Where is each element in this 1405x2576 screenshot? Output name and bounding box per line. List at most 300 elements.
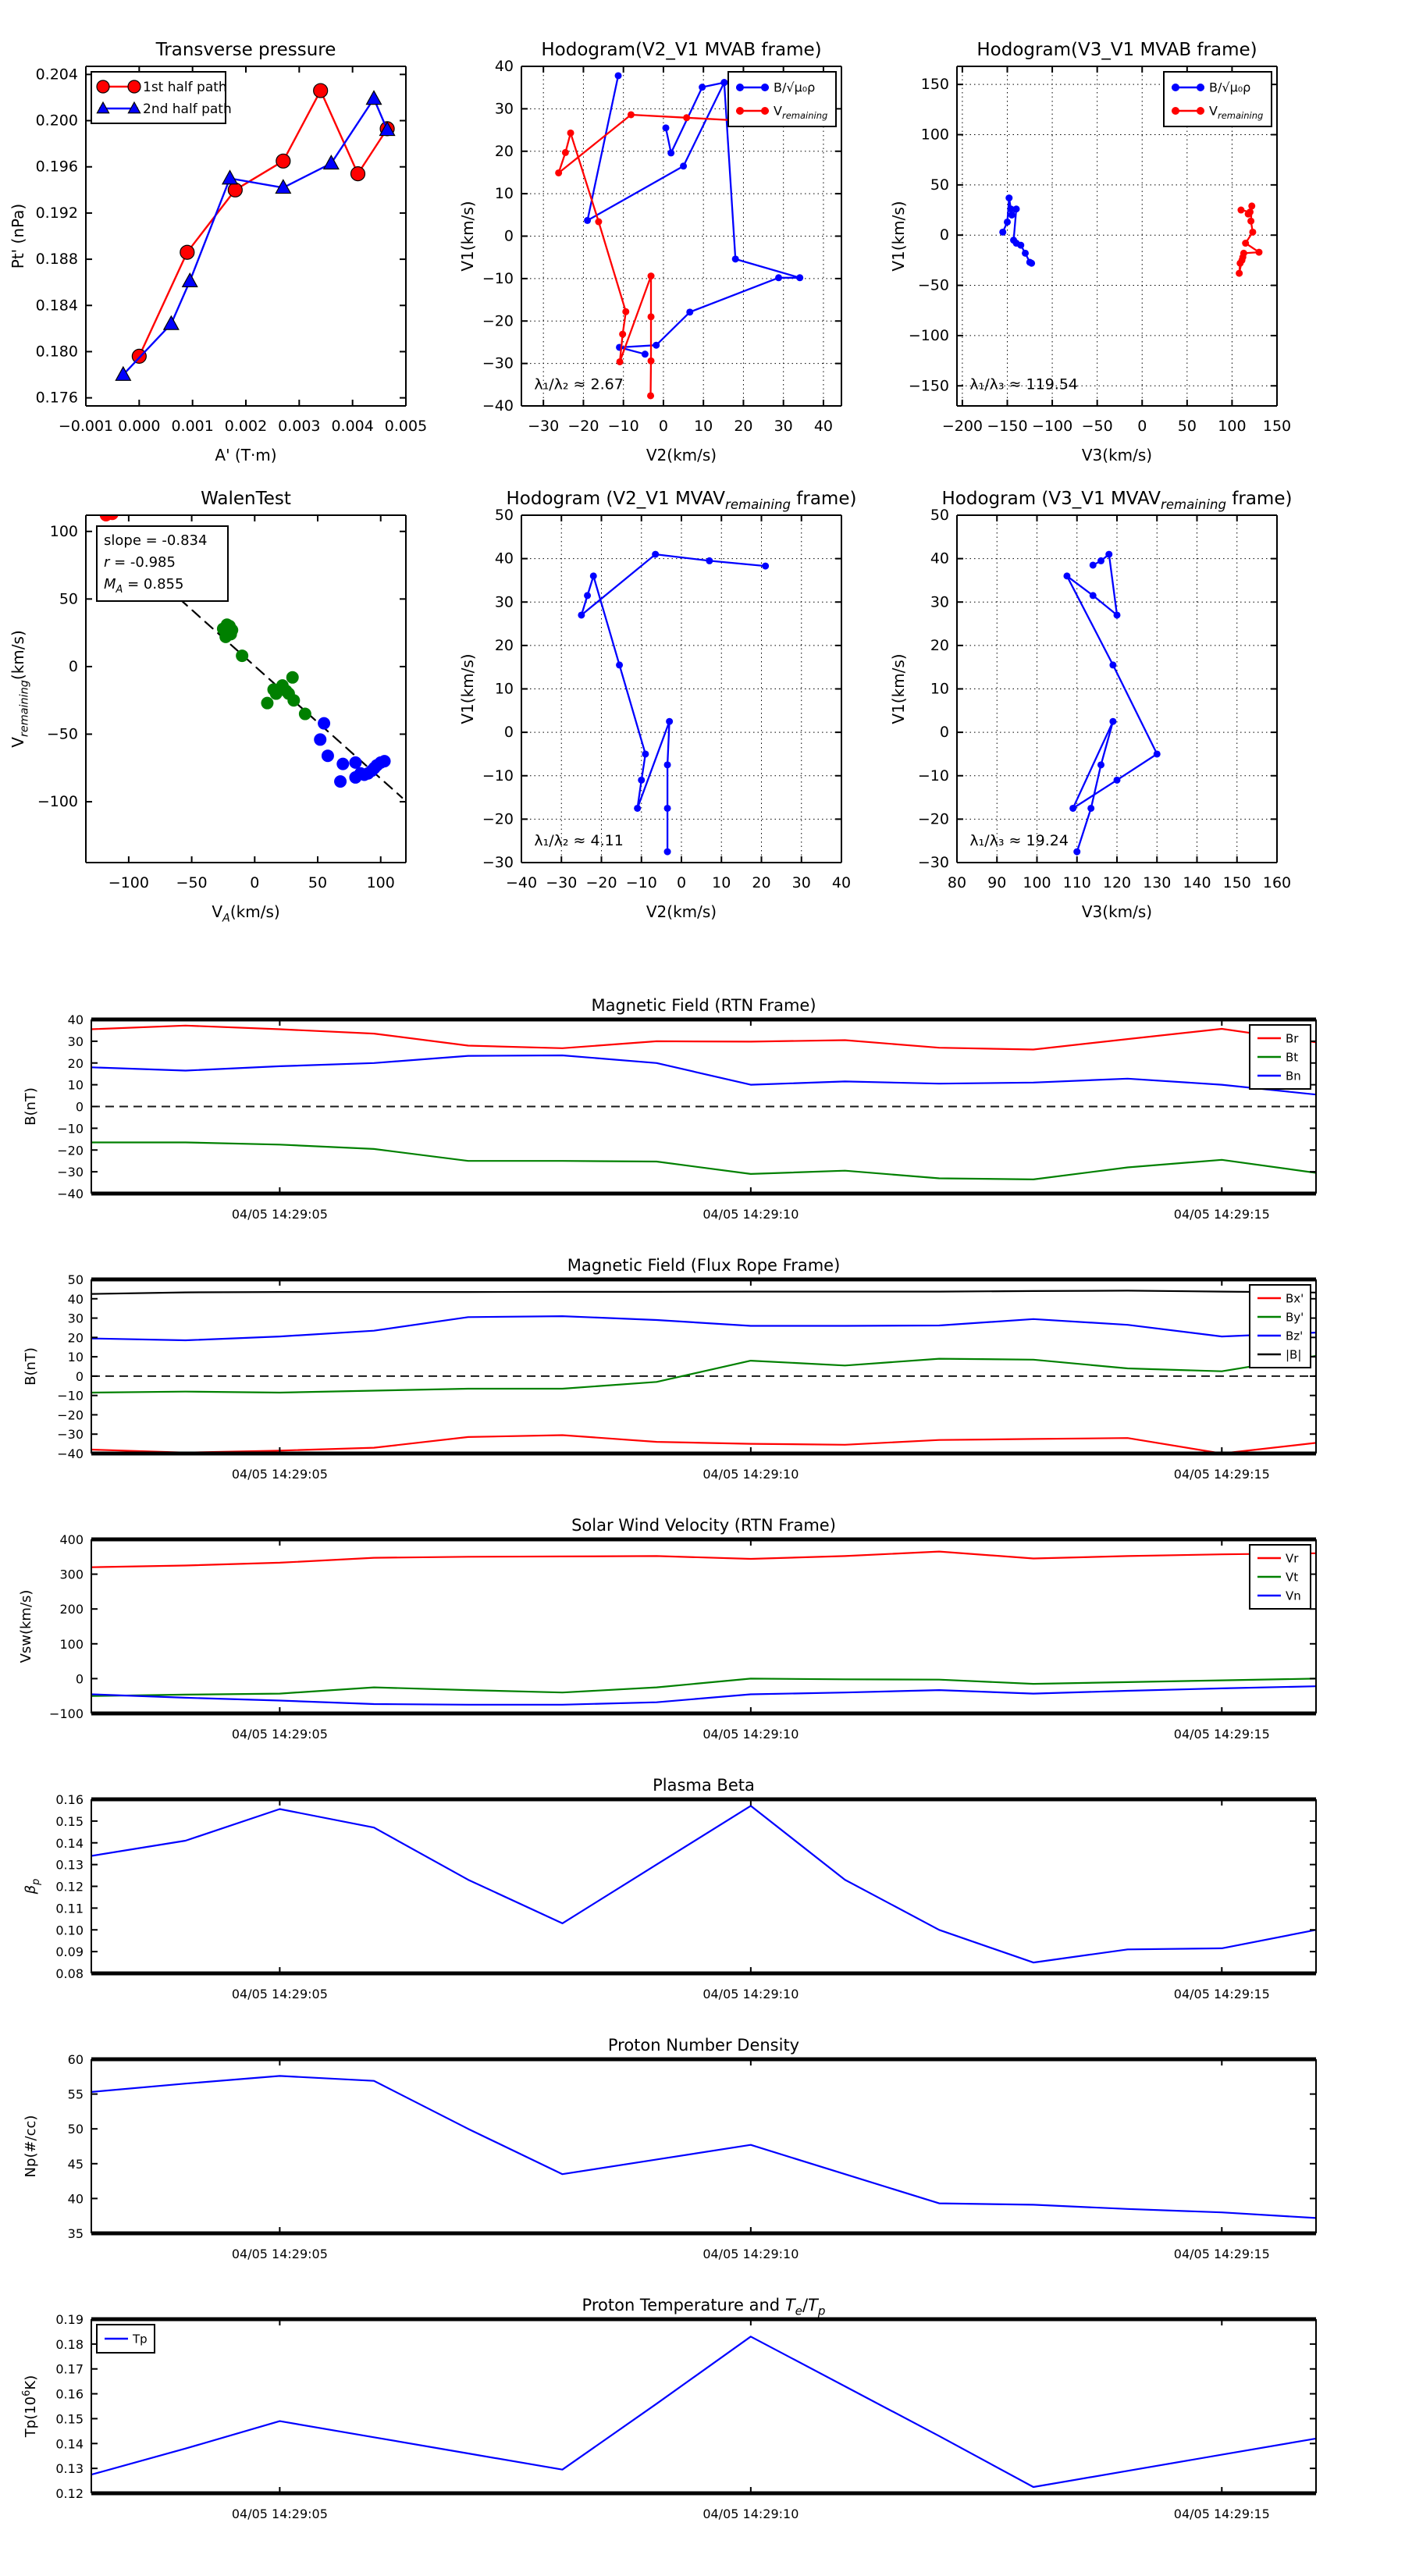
marker <box>1073 849 1080 856</box>
marker <box>590 572 597 579</box>
y-axis-tick-label: −20 <box>57 1143 84 1158</box>
x-axis-tick-label: −40 <box>505 874 538 891</box>
x-axis-tick-label: 90 <box>987 874 1007 891</box>
legend <box>1250 1025 1311 1089</box>
y-axis-tick-label: 0.13 <box>55 1857 84 1873</box>
y-axis-label: B(nT) <box>23 1087 39 1126</box>
marker <box>1236 270 1243 277</box>
marker <box>706 557 713 564</box>
x-axis-tick-label: 04/05 14:29:10 <box>702 1727 799 1742</box>
y-axis-tick-label: 0.176 <box>35 389 78 407</box>
marker <box>314 733 326 745</box>
x-axis-tick-label: 40 <box>813 418 834 435</box>
y-axis-tick-label: 0.196 <box>35 158 78 176</box>
y-axis-tick-label: −20 <box>57 1407 84 1423</box>
y-axis-tick-label: 0 <box>939 724 949 742</box>
legend-label: Vt <box>1286 1570 1299 1585</box>
y-axis-tick-label: −150 <box>908 377 949 395</box>
x-axis-tick-label: 10 <box>694 418 713 435</box>
marker <box>642 350 649 358</box>
legend-label: $V_{remaining}$ <box>1209 103 1264 121</box>
marker <box>1109 661 1116 668</box>
y-axis-tick-label: 0.184 <box>35 297 78 315</box>
x-axis-label: $V_A(km/s)$ <box>212 902 280 925</box>
x-axis-tick-label: 30 <box>774 418 793 435</box>
marker <box>584 217 591 224</box>
marker <box>664 761 671 768</box>
marker <box>286 671 299 684</box>
marker <box>615 72 622 79</box>
legend-label: 1st half path <box>143 79 227 95</box>
y-axis-tick-label: 35 <box>67 2226 84 2241</box>
x-axis-tick-label: 04/05 14:29:15 <box>1173 1727 1270 1742</box>
marker <box>578 611 585 618</box>
marker <box>736 107 744 115</box>
x-axis-tick-label: −200 <box>941 418 984 435</box>
annotation: λ₁/λ₂ ≈ 4.11 <box>534 831 624 849</box>
marker <box>562 149 569 156</box>
y-axis-tick-label: 0.13 <box>55 2461 84 2477</box>
y-axis-tick-label: 50 <box>67 1272 84 1287</box>
y-axis-tick-label: 100 <box>920 126 949 144</box>
y-axis-tick-label: 0.16 <box>55 1792 84 1807</box>
y-axis-tick-label: −30 <box>917 854 949 871</box>
legend-label: 2nd half path <box>143 101 232 117</box>
y-axis-tick-label: 0.12 <box>55 1879 84 1895</box>
marker <box>1013 205 1020 212</box>
x-axis-tick-label: 04/05 14:29:10 <box>702 2507 799 2521</box>
y-axis-tick-label: 50 <box>494 507 514 524</box>
x-axis-tick-label: −10 <box>607 418 639 435</box>
x-axis-tick-label: −0.001 <box>58 418 114 435</box>
annotation-line: $M_A = 0.855$ <box>104 576 184 596</box>
x-axis-tick-label: −150 <box>987 418 1028 435</box>
y-axis-tick-label: 30 <box>930 593 949 611</box>
y-axis-tick-label: 100 <box>49 522 78 540</box>
marker <box>1247 218 1254 225</box>
y-axis-tick-label: −10 <box>482 767 514 785</box>
x-axis-tick-label: 0 <box>1137 418 1147 435</box>
y-axis-tick-label: 0 <box>75 1099 84 1115</box>
y-axis-tick-label: 0 <box>939 226 949 244</box>
legend-label: Vr <box>1286 1551 1299 1566</box>
x-axis-tick-label: −10 <box>625 874 657 891</box>
y-axis-tick-label: 0.14 <box>55 2436 84 2452</box>
x-axis-tick-label: −100 <box>108 874 149 891</box>
x-axis-tick-label: 0 <box>250 874 260 891</box>
y-axis-tick-label: 10 <box>494 680 514 698</box>
x-axis-tick-label: 04/05 14:29:10 <box>702 2247 799 2261</box>
marker <box>334 775 347 788</box>
marker <box>97 80 109 93</box>
y-axis-tick-label: 55 <box>67 2087 84 2102</box>
y-axis-tick-label: 400 <box>59 1532 84 1547</box>
panel-title: Proton Number Density <box>607 2036 800 2055</box>
y-axis-tick-label: 200 <box>59 1602 84 1617</box>
y-axis-tick-label: 40 <box>930 550 949 568</box>
y-axis-tick-label: 20 <box>930 636 949 654</box>
y-axis-tick-label: 0.08 <box>55 1966 84 1981</box>
x-axis-tick-label: 04/05 14:29:05 <box>231 2247 328 2261</box>
marker <box>314 84 328 98</box>
marker <box>652 551 659 558</box>
y-axis-tick-label: 10 <box>494 185 514 203</box>
y-axis-tick-label: 30 <box>494 593 514 611</box>
x-axis-tick-label: 160 <box>1262 874 1292 891</box>
marker <box>628 111 635 118</box>
marker <box>1197 84 1204 91</box>
x-axis-tick-label: −100 <box>1031 418 1073 435</box>
marker <box>318 717 330 730</box>
y-axis-tick-label: 0.15 <box>55 1813 84 1829</box>
y-axis-tick-label: −30 <box>482 854 514 871</box>
y-axis-label: $\beta_p$ <box>23 1878 42 1895</box>
legend <box>97 2325 155 2353</box>
marker <box>1237 207 1244 214</box>
panel-title: Solar Wind Velocity (RTN Frame) <box>571 1516 836 1535</box>
marker <box>584 592 591 599</box>
y-axis-label: V1(km/s) <box>889 653 908 724</box>
marker <box>1005 194 1012 201</box>
marker <box>1249 229 1256 236</box>
annotation: λ₁/λ₃ ≈ 19.24 <box>969 831 1069 849</box>
x-axis-tick-label: 04/05 14:29:05 <box>231 1727 328 1742</box>
y-axis-tick-label: 40 <box>494 58 514 75</box>
y-axis-tick-label: 20 <box>67 1055 84 1071</box>
panel-title: Magnetic Field (Flux Rope Frame) <box>567 1256 841 1275</box>
x-axis-label: V3(km/s) <box>1081 446 1153 464</box>
marker <box>1097 557 1104 564</box>
y-axis-tick-label: 0.188 <box>35 251 78 269</box>
x-axis-tick-label: 0.005 <box>384 418 428 435</box>
x-axis-tick-label: −30 <box>546 874 578 891</box>
y-axis-tick-label: −30 <box>57 1427 84 1443</box>
x-axis-tick-label: 04/05 14:29:05 <box>231 2507 328 2521</box>
panel-title: Hodogram (V2_V1 $MVAV_{remaining}$ frame) <box>506 489 857 513</box>
y-axis-tick-label: 0.12 <box>55 2486 84 2501</box>
marker <box>664 849 671 856</box>
y-axis-tick-label: 20 <box>494 142 514 160</box>
marker <box>1090 561 1097 568</box>
x-axis-tick-label: 04/05 14:29:15 <box>1173 1207 1270 1222</box>
y-axis-tick-label: 40 <box>494 550 514 568</box>
y-axis-tick-label: −100 <box>37 793 78 811</box>
y-axis-label: B(nT) <box>23 1347 39 1386</box>
legend-label: Vn <box>1286 1589 1301 1603</box>
legend-label: B/√μ₀ρ <box>1209 80 1251 95</box>
y-axis-tick-label: 0.14 <box>55 1835 84 1851</box>
marker <box>287 694 300 706</box>
x-axis-tick-label: 20 <box>752 874 771 891</box>
y-axis-tick-label: 20 <box>67 1330 84 1346</box>
marker <box>775 274 782 281</box>
marker <box>663 124 670 131</box>
y-axis-tick-label: 10 <box>930 680 949 698</box>
x-axis-tick-label: 0.000 <box>118 418 161 435</box>
x-axis-tick-label: 120 <box>1102 874 1132 891</box>
x-axis-tick-label: 100 <box>1218 418 1247 435</box>
y-axis-tick-label: 40 <box>67 2191 84 2207</box>
x-axis-tick-label: −50 <box>1081 418 1113 435</box>
x-axis-tick-label: 0.004 <box>331 418 374 435</box>
y-axis-tick-label: 0.16 <box>55 2386 84 2402</box>
y-axis-tick-label: 0 <box>503 227 514 245</box>
marker <box>1197 107 1204 115</box>
annotation-line: r = -0.985 <box>104 554 176 571</box>
marker <box>699 84 706 91</box>
legend <box>1250 1285 1311 1368</box>
y-axis-tick-label: −10 <box>57 1121 84 1137</box>
marker <box>617 358 624 365</box>
marker <box>567 130 574 137</box>
marker <box>720 79 727 86</box>
marker <box>619 331 626 338</box>
legend-label: $V_{remaining}$ <box>774 103 828 121</box>
x-axis-tick-label: 04/05 14:29:10 <box>702 1987 799 2001</box>
marker <box>1109 718 1116 725</box>
y-axis-tick-label: 50 <box>930 507 949 524</box>
y-axis-tick-label: 20 <box>494 636 514 654</box>
x-axis-tick-label: 10 <box>712 874 731 891</box>
x-axis-tick-label: 80 <box>947 874 967 891</box>
y-axis-tick-label: 40 <box>67 1291 84 1307</box>
y-axis-tick-label: −20 <box>482 810 514 828</box>
legend <box>1164 72 1272 126</box>
marker <box>1172 84 1179 91</box>
marker <box>276 154 290 168</box>
x-axis-tick-label: 150 <box>1262 418 1292 435</box>
marker <box>622 308 629 315</box>
y-axis-tick-label: 10 <box>67 1350 84 1365</box>
x-axis-label: V2(km/s) <box>646 446 717 464</box>
y-axis-tick-label: 0.180 <box>35 343 78 361</box>
marker <box>648 272 655 279</box>
marker <box>667 149 674 156</box>
x-axis-tick-label: 04/05 14:29:15 <box>1173 1987 1270 2001</box>
marker <box>664 805 671 812</box>
marker <box>642 750 649 757</box>
marker <box>322 749 334 762</box>
marker <box>638 777 645 784</box>
y-axis-label: V1(km/s) <box>889 201 908 272</box>
y-axis-tick-label: 0.204 <box>35 66 78 84</box>
marker <box>236 649 248 662</box>
marker <box>1008 212 1016 219</box>
x-axis-tick-label: 0 <box>676 874 687 891</box>
legend-label: Bz' <box>1286 1329 1304 1343</box>
y-axis-tick-label: 50 <box>59 590 78 608</box>
marker <box>228 183 242 197</box>
y-axis-tick-label: −100 <box>908 326 949 344</box>
y-axis-label: Vsw(km/s) <box>18 1589 34 1663</box>
panel-title: Plasma Beta <box>653 1776 755 1795</box>
marker <box>761 107 769 115</box>
x-axis-tick-label: 20 <box>734 418 753 435</box>
annotation-line: slope = -0.834 <box>104 532 208 549</box>
y-axis-tick-label: −40 <box>482 397 514 415</box>
marker <box>634 805 641 812</box>
y-axis-tick-label: 50 <box>67 2122 84 2137</box>
marker <box>1114 777 1121 784</box>
marker <box>1248 202 1255 209</box>
marker <box>226 624 238 636</box>
y-axis-tick-label: 0.200 <box>35 112 78 130</box>
marker <box>1017 242 1024 249</box>
x-axis-tick-label: −30 <box>528 418 560 435</box>
x-axis-tick-label: 04/05 14:29:15 <box>1173 2507 1270 2521</box>
y-axis-tick-label: −10 <box>57 1388 84 1404</box>
marker <box>683 114 690 121</box>
y-axis-tick-label: −40 <box>57 1446 84 1461</box>
y-axis-tick-label: −20 <box>917 810 949 828</box>
panel-title: Hodogram(V3_V1 MVAB frame) <box>976 40 1257 60</box>
y-axis-tick-label: −50 <box>46 725 78 743</box>
legend-label: B/√μ₀ρ <box>774 80 816 95</box>
marker <box>1069 805 1076 812</box>
marker <box>647 392 654 399</box>
x-axis-tick-label: −50 <box>176 874 208 891</box>
x-axis-tick-label: 0.002 <box>224 418 268 435</box>
marker <box>1242 240 1249 247</box>
legend <box>1250 1545 1311 1609</box>
panel-title: Proton Temperature and $T_e/T_p$ <box>582 2296 826 2318</box>
y-axis-tick-label: 45 <box>67 2156 84 2172</box>
y-axis-tick-label: −40 <box>57 1187 84 1201</box>
legend <box>91 72 232 123</box>
y-axis-tick-label: 50 <box>930 176 949 194</box>
x-axis-label: V2(km/s) <box>646 902 717 921</box>
x-axis-tick-label: 04/05 14:29:10 <box>702 1207 799 1222</box>
marker <box>1255 249 1262 256</box>
marker <box>261 697 273 710</box>
x-axis-tick-label: 100 <box>366 874 395 891</box>
x-axis-tick-label: 30 <box>791 874 811 891</box>
marker <box>1114 611 1121 618</box>
x-axis-tick-label: 40 <box>831 874 852 891</box>
marker <box>999 229 1006 236</box>
y-axis-tick-label: 0.17 <box>55 2361 84 2377</box>
marker <box>666 718 673 725</box>
y-axis-tick-label: 0.09 <box>55 1944 84 1960</box>
x-axis-tick-label: 50 <box>1177 418 1197 435</box>
y-axis-tick-label: 0.10 <box>55 1923 84 1938</box>
x-axis-tick-label: 04/05 14:29:10 <box>702 1467 799 1482</box>
x-axis-label: V3(km/s) <box>1081 902 1153 921</box>
marker <box>349 756 361 769</box>
y-axis-tick-label: 0.192 <box>35 204 78 222</box>
x-axis-tick-label: 150 <box>1222 874 1251 891</box>
x-axis-tick-label: −20 <box>567 418 599 435</box>
x-axis-label: A' (T·m) <box>215 446 277 464</box>
y-axis-tick-label: 30 <box>494 100 514 118</box>
marker <box>732 255 739 262</box>
y-axis-tick-label: 0.18 <box>55 2336 84 2352</box>
marker <box>299 708 311 720</box>
marker <box>351 167 365 181</box>
legend <box>728 72 836 126</box>
y-axis-tick-label: 60 <box>67 2052 84 2067</box>
y-axis-tick-label: 0 <box>75 1368 84 1384</box>
legend-label: Bt <box>1286 1050 1299 1065</box>
y-axis-tick-label: 30 <box>67 1034 84 1049</box>
y-axis-label: $V_{remaining}(km/s)$ <box>9 630 31 748</box>
marker <box>686 308 693 315</box>
marker <box>648 313 655 320</box>
legend-label: Bn <box>1286 1069 1301 1083</box>
marker <box>761 84 769 91</box>
y-axis-tick-label: 300 <box>59 1567 84 1582</box>
panel-title: WalenTest <box>201 489 291 509</box>
y-axis-label: $Tp(10^6K)$ <box>20 2375 39 2438</box>
annotation-box <box>97 526 228 601</box>
legend-label: Tp <box>133 2332 148 2347</box>
y-axis-tick-label: 0 <box>75 1671 84 1687</box>
legend-label: Bx' <box>1286 1291 1304 1306</box>
y-axis-tick-label: 10 <box>67 1077 84 1093</box>
marker <box>1087 805 1094 812</box>
y-axis-tick-label: −20 <box>482 312 514 330</box>
panel-title: Hodogram (V3_V1 $MVAV_{remaining}$ frame) <box>941 489 1293 513</box>
panel-title: Transverse pressure <box>155 40 336 60</box>
legend-label: Br <box>1286 1031 1299 1046</box>
marker <box>616 661 623 668</box>
panel-title: Magnetic Field (RTN Frame) <box>591 996 816 1015</box>
annotation: λ₁/λ₂ ≈ 2.67 <box>534 375 624 393</box>
marker <box>1245 211 1252 218</box>
marker <box>1239 257 1246 264</box>
y-axis-tick-label: 0.11 <box>55 1901 84 1916</box>
y-axis-tick-label: 150 <box>920 76 949 94</box>
y-axis-label: V1(km/s) <box>458 201 477 272</box>
x-axis-tick-label: 100 <box>1023 874 1051 891</box>
marker <box>680 162 687 169</box>
marker <box>128 80 140 93</box>
marker <box>736 84 744 91</box>
y-axis-label: V1(km/s) <box>458 653 477 724</box>
marker <box>1063 572 1070 579</box>
marker <box>648 358 655 365</box>
marker <box>762 563 769 570</box>
marker <box>1090 592 1097 599</box>
y-axis-tick-label: −10 <box>917 767 949 785</box>
y-axis-tick-label: 0 <box>68 657 78 675</box>
x-axis-tick-label: 0 <box>658 418 668 435</box>
marker <box>1004 219 1011 226</box>
y-axis-tick-label: 40 <box>67 1012 84 1027</box>
x-axis-tick-label: 04/05 14:29:15 <box>1173 1467 1270 1482</box>
marker <box>1154 750 1161 757</box>
marker <box>555 169 562 176</box>
marker <box>1105 551 1112 558</box>
y-axis-label: Pt' (nPa) <box>9 203 27 269</box>
y-axis-tick-label: −50 <box>917 276 949 294</box>
marker <box>1022 250 1029 257</box>
marker <box>379 755 391 767</box>
y-axis-tick-label: 0.15 <box>55 2411 84 2427</box>
marker <box>336 758 349 770</box>
y-axis-tick-label: −30 <box>482 354 514 372</box>
marker <box>595 219 602 226</box>
x-axis-tick-label: 04/05 14:29:15 <box>1173 2247 1270 2261</box>
x-axis-tick-label: 04/05 14:29:05 <box>231 1207 328 1222</box>
marker <box>796 274 803 281</box>
y-axis-tick-label: 30 <box>67 1311 84 1326</box>
x-axis-tick-label: 140 <box>1183 874 1211 891</box>
x-axis-tick-label: 130 <box>1143 874 1172 891</box>
x-axis-tick-label: 50 <box>308 874 328 891</box>
y-axis-tick-label: −100 <box>49 1706 84 1721</box>
marker <box>653 342 660 349</box>
